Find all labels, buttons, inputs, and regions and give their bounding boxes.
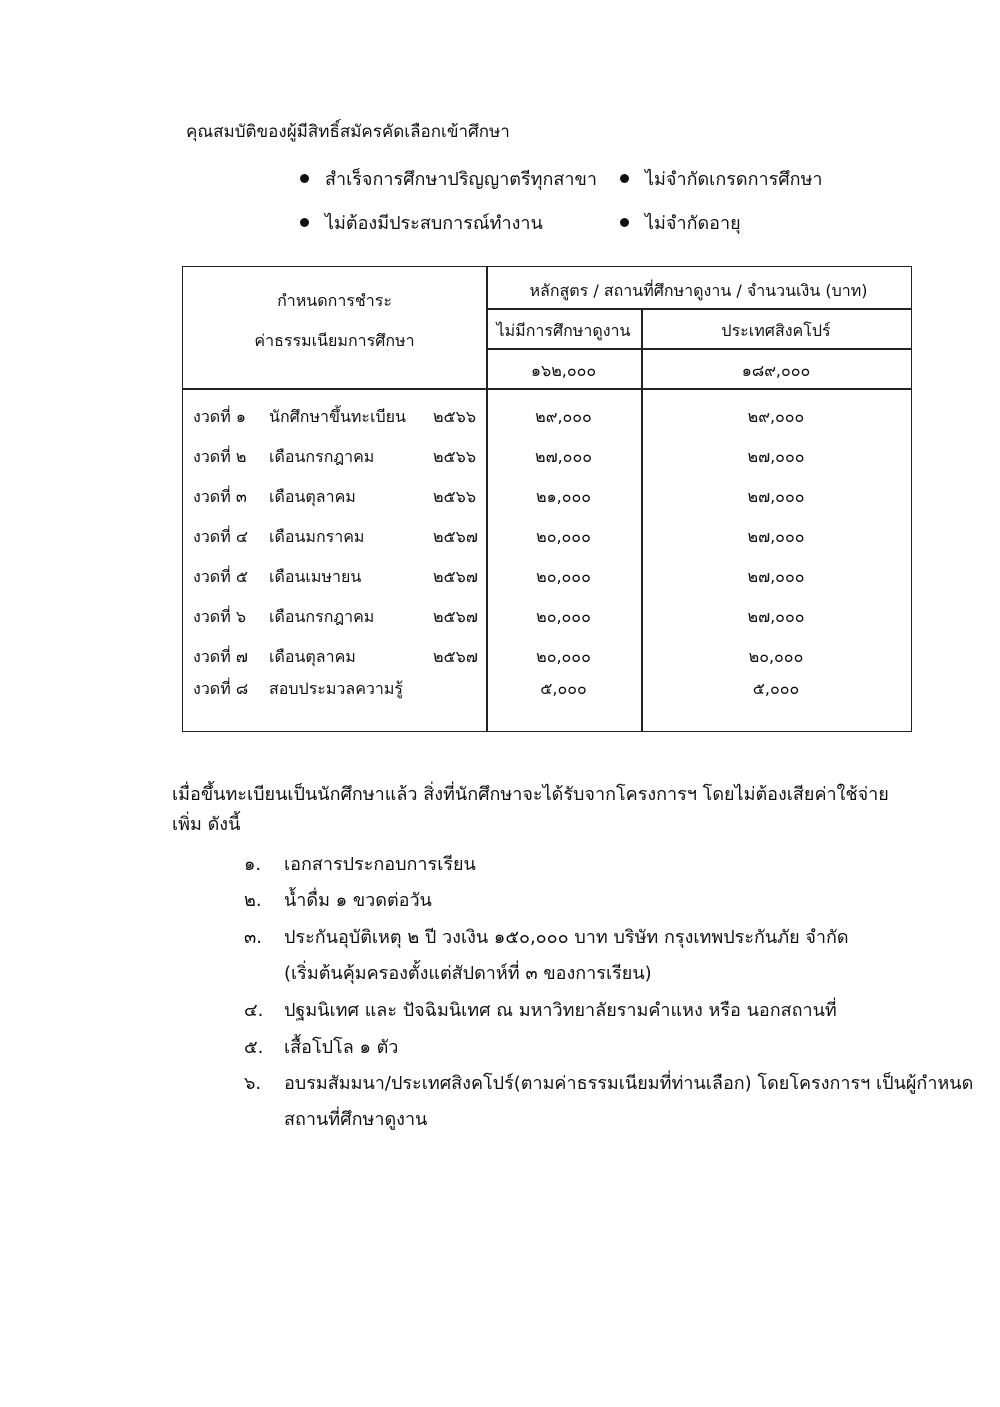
list-item: [244, 884, 432, 918]
list-text: อบรมสัมมนา/ประเทศสิงคโปร์(ตามค่าธรรมเนียมที่ท่านเลือก) โดยโครงการฯ เป็นผู้กำหนด: [284, 1073, 974, 1094]
qualification-item: [300, 208, 543, 237]
installment-desc: เดือนกรกฎาคม: [269, 607, 375, 626]
installment-desc: เดือนมกราคม: [269, 527, 365, 546]
installment-label: งวดที่ ๘: [193, 679, 249, 698]
list-text: ประกันอุบัติเหตุ ๒ ปี วงเงิน ๑๕๐,๐๐๐ บาท บริษัท กรุงเทพประกันภัย จำกัด: [284, 927, 849, 948]
col2-value: ๒๙,๐๐๐: [747, 407, 805, 426]
col1-value: ๒๑,๐๐๐: [535, 487, 592, 506]
installment-desc: เดือนเมษายน: [269, 567, 362, 586]
fee-schedule-table: [182, 266, 912, 732]
installment-year: ๒๕๖๖: [433, 407, 476, 426]
col2-value: ๒๐,๐๐๐: [748, 647, 804, 666]
list-item-continuation: (เริ่มต้นคุ้มครองตั้งแต่สัปดาห์ที่ ๓ ของการเรียน): [284, 963, 652, 984]
installment-year: ๒๕๖๗: [433, 647, 478, 666]
qualification-text: ไม่จำกัดอายุ: [645, 213, 741, 234]
list-number: ๔.: [244, 1000, 264, 1021]
installment-label: งวดที่ ๔: [193, 527, 248, 546]
installment-desc: เดือนตุลาคม: [269, 647, 356, 666]
table-divider: [486, 348, 911, 350]
qualification-item: [620, 208, 741, 237]
list-number: ๕.: [244, 1037, 264, 1058]
col2-total: ๑๘๙,๐๐๐: [741, 361, 811, 380]
col2-value: ๒๗,๐๐๐: [747, 487, 805, 506]
list-text: ปฐมนิเทศ และ ปัจฉิมนิเทศ ณ มหาวิทยาลัยรามคำแหง หรือ นอกสถานที่: [284, 1000, 837, 1021]
bullet-icon: [620, 174, 629, 183]
list-item: [244, 921, 849, 955]
qualification-text: ไม่ต้องมีประสบการณ์ทำงาน: [325, 213, 543, 234]
installment-label: งวดที่ ๖: [193, 607, 246, 626]
qualification-text: สำเร็จการศึกษาปริญญาตรีทุกสาขา: [325, 169, 597, 190]
col1-value: ๕,๐๐๐: [540, 679, 587, 698]
qualification-text: ไม่จำกัดเกรดการศึกษา: [645, 169, 823, 190]
qualifications-title: คุณสมบัติของผู้มีสิทธิ์สมัครคัดเลือกเข้าศึกษา: [186, 122, 510, 142]
list-item: [244, 994, 837, 1028]
list-text: น้ำดื่ม ๑ ขวดต่อวัน: [284, 890, 432, 911]
installment-label: งวดที่ ๑: [193, 407, 246, 426]
list-item: [244, 1031, 398, 1065]
col2-value: ๕,๐๐๐: [752, 679, 800, 698]
col1-value: ๒๐,๐๐๐: [536, 527, 591, 546]
installment-label: งวดที่ ๕: [193, 567, 248, 586]
col2-value: ๒๗,๐๐๐: [747, 607, 805, 626]
installment-year: ๒๕๖๗: [433, 607, 478, 626]
left-header-line1: กำหนดการชำระ: [277, 291, 392, 310]
installment-desc: สอบประมวลความรู้: [269, 679, 404, 698]
col1-header: ไม่มีการศึกษาดูงาน: [496, 321, 631, 340]
installment-desc: เดือนกรกฎาคม: [269, 447, 375, 466]
bullet-icon: [300, 218, 309, 227]
installment-label: งวดที่ ๓: [193, 487, 247, 506]
qualification-item: [300, 164, 597, 193]
installment-label: งวดที่ ๒: [193, 447, 247, 466]
col1-value: ๒๙,๐๐๐: [535, 407, 592, 426]
col2-value: ๒๗,๐๐๐: [747, 567, 805, 586]
col1-value: ๒๐,๐๐๐: [536, 607, 591, 626]
installment-year: ๒๕๖๗: [433, 527, 478, 546]
qualification-item: [620, 164, 823, 193]
installment-year: ๒๕๖๖: [433, 447, 476, 466]
col1-total: ๑๖๒,๐๐๐: [530, 361, 597, 380]
installment-year: ๒๕๖๗: [433, 567, 478, 586]
installment-label: งวดที่ ๗: [193, 647, 248, 666]
table-divider: [183, 388, 911, 390]
list-item-continuation: สถานที่ศึกษาดูงาน: [284, 1109, 428, 1130]
col2-value: ๒๗,๐๐๐: [747, 447, 805, 466]
right-header: หลักสูตร / สถานที่ศึกษาดูงาน / จำนวนเงิน (บาท): [529, 281, 868, 300]
list-number: ๓.: [244, 927, 263, 948]
left-header-line2: ค่าธรรมเนียมการศึกษา: [254, 331, 415, 350]
col2-header: ประเทศสิงคโปร์: [721, 321, 831, 340]
list-item: [244, 1067, 973, 1101]
list-number: ๖.: [244, 1073, 262, 1094]
installment-desc: นักศึกษาขึ้นทะเบียน: [269, 407, 406, 426]
list-item: [244, 848, 476, 882]
col1-value: ๒๗,๐๐๐: [535, 447, 592, 466]
table-divider: [486, 308, 911, 310]
installment-year: ๒๕๖๖: [433, 487, 476, 506]
list-number: ๑.: [244, 854, 262, 875]
list-number: ๒.: [244, 890, 262, 911]
col1-value: ๒๐,๐๐๐: [536, 647, 591, 666]
benefits-intro: เมื่อขึ้นทะเบียนเป็นนักศึกษาแล้ว สิ่งที่นักศึกษาจะได้รับจากโครงการฯ โดยไม่ต้องเสียค่าใช้จ่ายเพิ่ม ดังนี้: [172, 784, 889, 835]
col2-value: ๒๗,๐๐๐: [747, 527, 805, 546]
bullet-icon: [620, 218, 629, 227]
list-text: เสื้อโปโล ๑ ตัว: [284, 1037, 399, 1058]
list-text: เอกสารประกอบการเรียน: [284, 854, 476, 875]
installment-desc: เดือนตุลาคม: [269, 487, 356, 506]
col1-value: ๒๐,๐๐๐: [536, 567, 591, 586]
bullet-icon: [300, 174, 309, 183]
